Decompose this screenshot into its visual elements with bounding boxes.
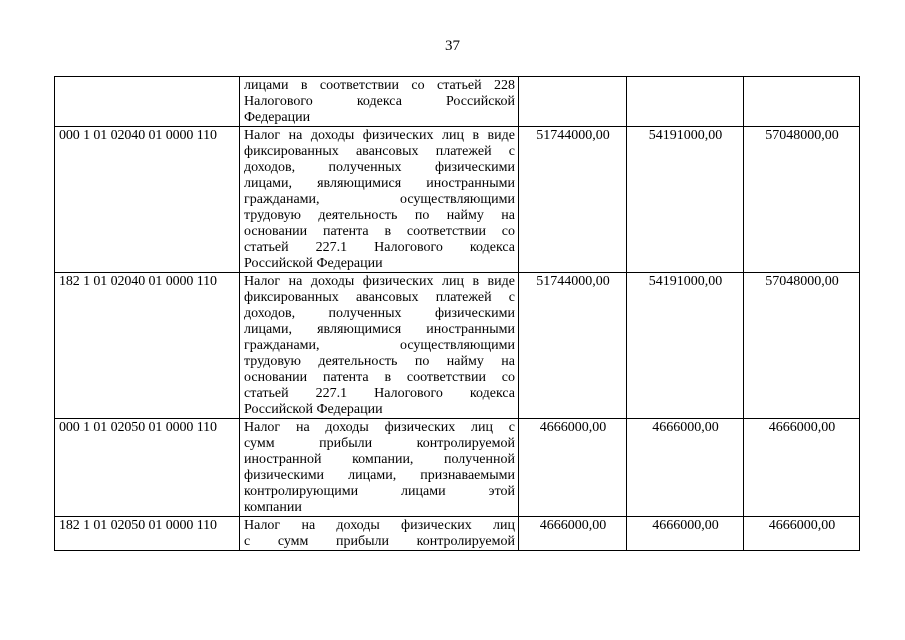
- amount-year-3: 57048000,00: [744, 273, 860, 419]
- amount-year-3: 57048000,00: [744, 127, 860, 273]
- income-name-line: лицами в соответствии со статьей 228: [244, 78, 515, 93]
- table-row: [55, 127, 860, 273]
- budget-classification-code: 000 1 01 02050 01 0000 110: [55, 419, 240, 517]
- budget-classification-code: 182 1 01 02040 01 0000 110: [55, 273, 240, 419]
- table-row: [55, 419, 860, 517]
- income-name-line: гражданами, осуществляющими: [244, 338, 515, 353]
- amount-year-2: 4666000,00: [627, 419, 744, 517]
- income-name-line: Налог на доходы физических лиц в виде: [244, 274, 515, 289]
- income-name-line: с сумм прибыли контролируемой: [244, 534, 515, 549]
- income-name-line: лицами, являющимися иностранными: [244, 176, 515, 191]
- income-name-line: основании патента в соответствии со: [244, 224, 515, 239]
- amount-year-2: 54191000,00: [627, 127, 744, 273]
- income-name-line: статьей 227.1 Налогового кодекса: [244, 386, 515, 401]
- budget-classification-code: 000 1 01 02040 01 0000 110: [55, 127, 240, 273]
- income-name-line: Налог на доходы физических лиц в виде: [244, 128, 515, 143]
- income-name-line: статьей 227.1 Налогового кодекса: [244, 240, 515, 255]
- income-name-cell: [240, 273, 519, 419]
- income-name-cell: [240, 77, 519, 127]
- amount-year-3: 4666000,00: [744, 517, 860, 551]
- income-name-line: трудовую деятельность по найму на: [244, 208, 515, 223]
- income-name-line: лицами, являющимися иностранными: [244, 322, 515, 337]
- budget-classification-code: [55, 77, 240, 127]
- income-name-line: Российской Федерации: [244, 256, 383, 271]
- income-name-cell: [240, 517, 519, 551]
- income-name-line: Федерации: [244, 110, 311, 125]
- table-row: [55, 77, 860, 127]
- income-name-line: фиксированных авансовых платежей с: [244, 290, 515, 305]
- income-name-line: доходов, полученных физическими: [244, 160, 515, 175]
- income-name-line: гражданами, осуществляющими: [244, 192, 515, 207]
- page-number: 37: [445, 38, 460, 54]
- income-name-line: сумм прибыли контролируемой: [244, 436, 515, 451]
- income-name-line: фиксированных авансовых платежей с: [244, 144, 515, 159]
- amount-year-1: 51744000,00: [519, 127, 627, 273]
- income-name-line: Налог на доходы физических лиц с: [244, 420, 515, 435]
- income-name-line: Российской Федерации: [244, 402, 383, 417]
- amount-year-2: [627, 77, 744, 127]
- table-row: [55, 273, 860, 419]
- income-name-line: иностранной компании, полученной: [244, 452, 515, 467]
- amount-year-3: 4666000,00: [744, 419, 860, 517]
- income-name-line: доходов, полученных физическими: [244, 306, 515, 321]
- income-name-cell: [240, 419, 519, 517]
- income-name-line: основании патента в соответствии со: [244, 370, 515, 385]
- amount-year-1: [519, 77, 627, 127]
- income-name-cell: [240, 127, 519, 273]
- amount-year-2: 4666000,00: [627, 517, 744, 551]
- amount-year-1: 4666000,00: [519, 517, 627, 551]
- income-name-line: компании: [244, 500, 302, 515]
- amount-year-1: 51744000,00: [519, 273, 627, 419]
- budget-classification-code: 182 1 01 02050 01 0000 110: [55, 517, 240, 551]
- table-row: [55, 517, 860, 551]
- income-name-line: Налог на доходы физических лиц: [244, 518, 515, 533]
- income-name-line: трудовую деятельность по найму на: [244, 354, 515, 369]
- income-name-line: физическими лицами, признаваемыми: [244, 468, 515, 483]
- income-name-line: Налогового кодекса Российской: [244, 94, 515, 109]
- revenue-table: [54, 76, 860, 551]
- amount-year-2: 54191000,00: [627, 273, 744, 419]
- amount-year-3: [744, 77, 860, 127]
- amount-year-1: 4666000,00: [519, 419, 627, 517]
- income-name-line: контролирующими лицами этой: [244, 484, 515, 499]
